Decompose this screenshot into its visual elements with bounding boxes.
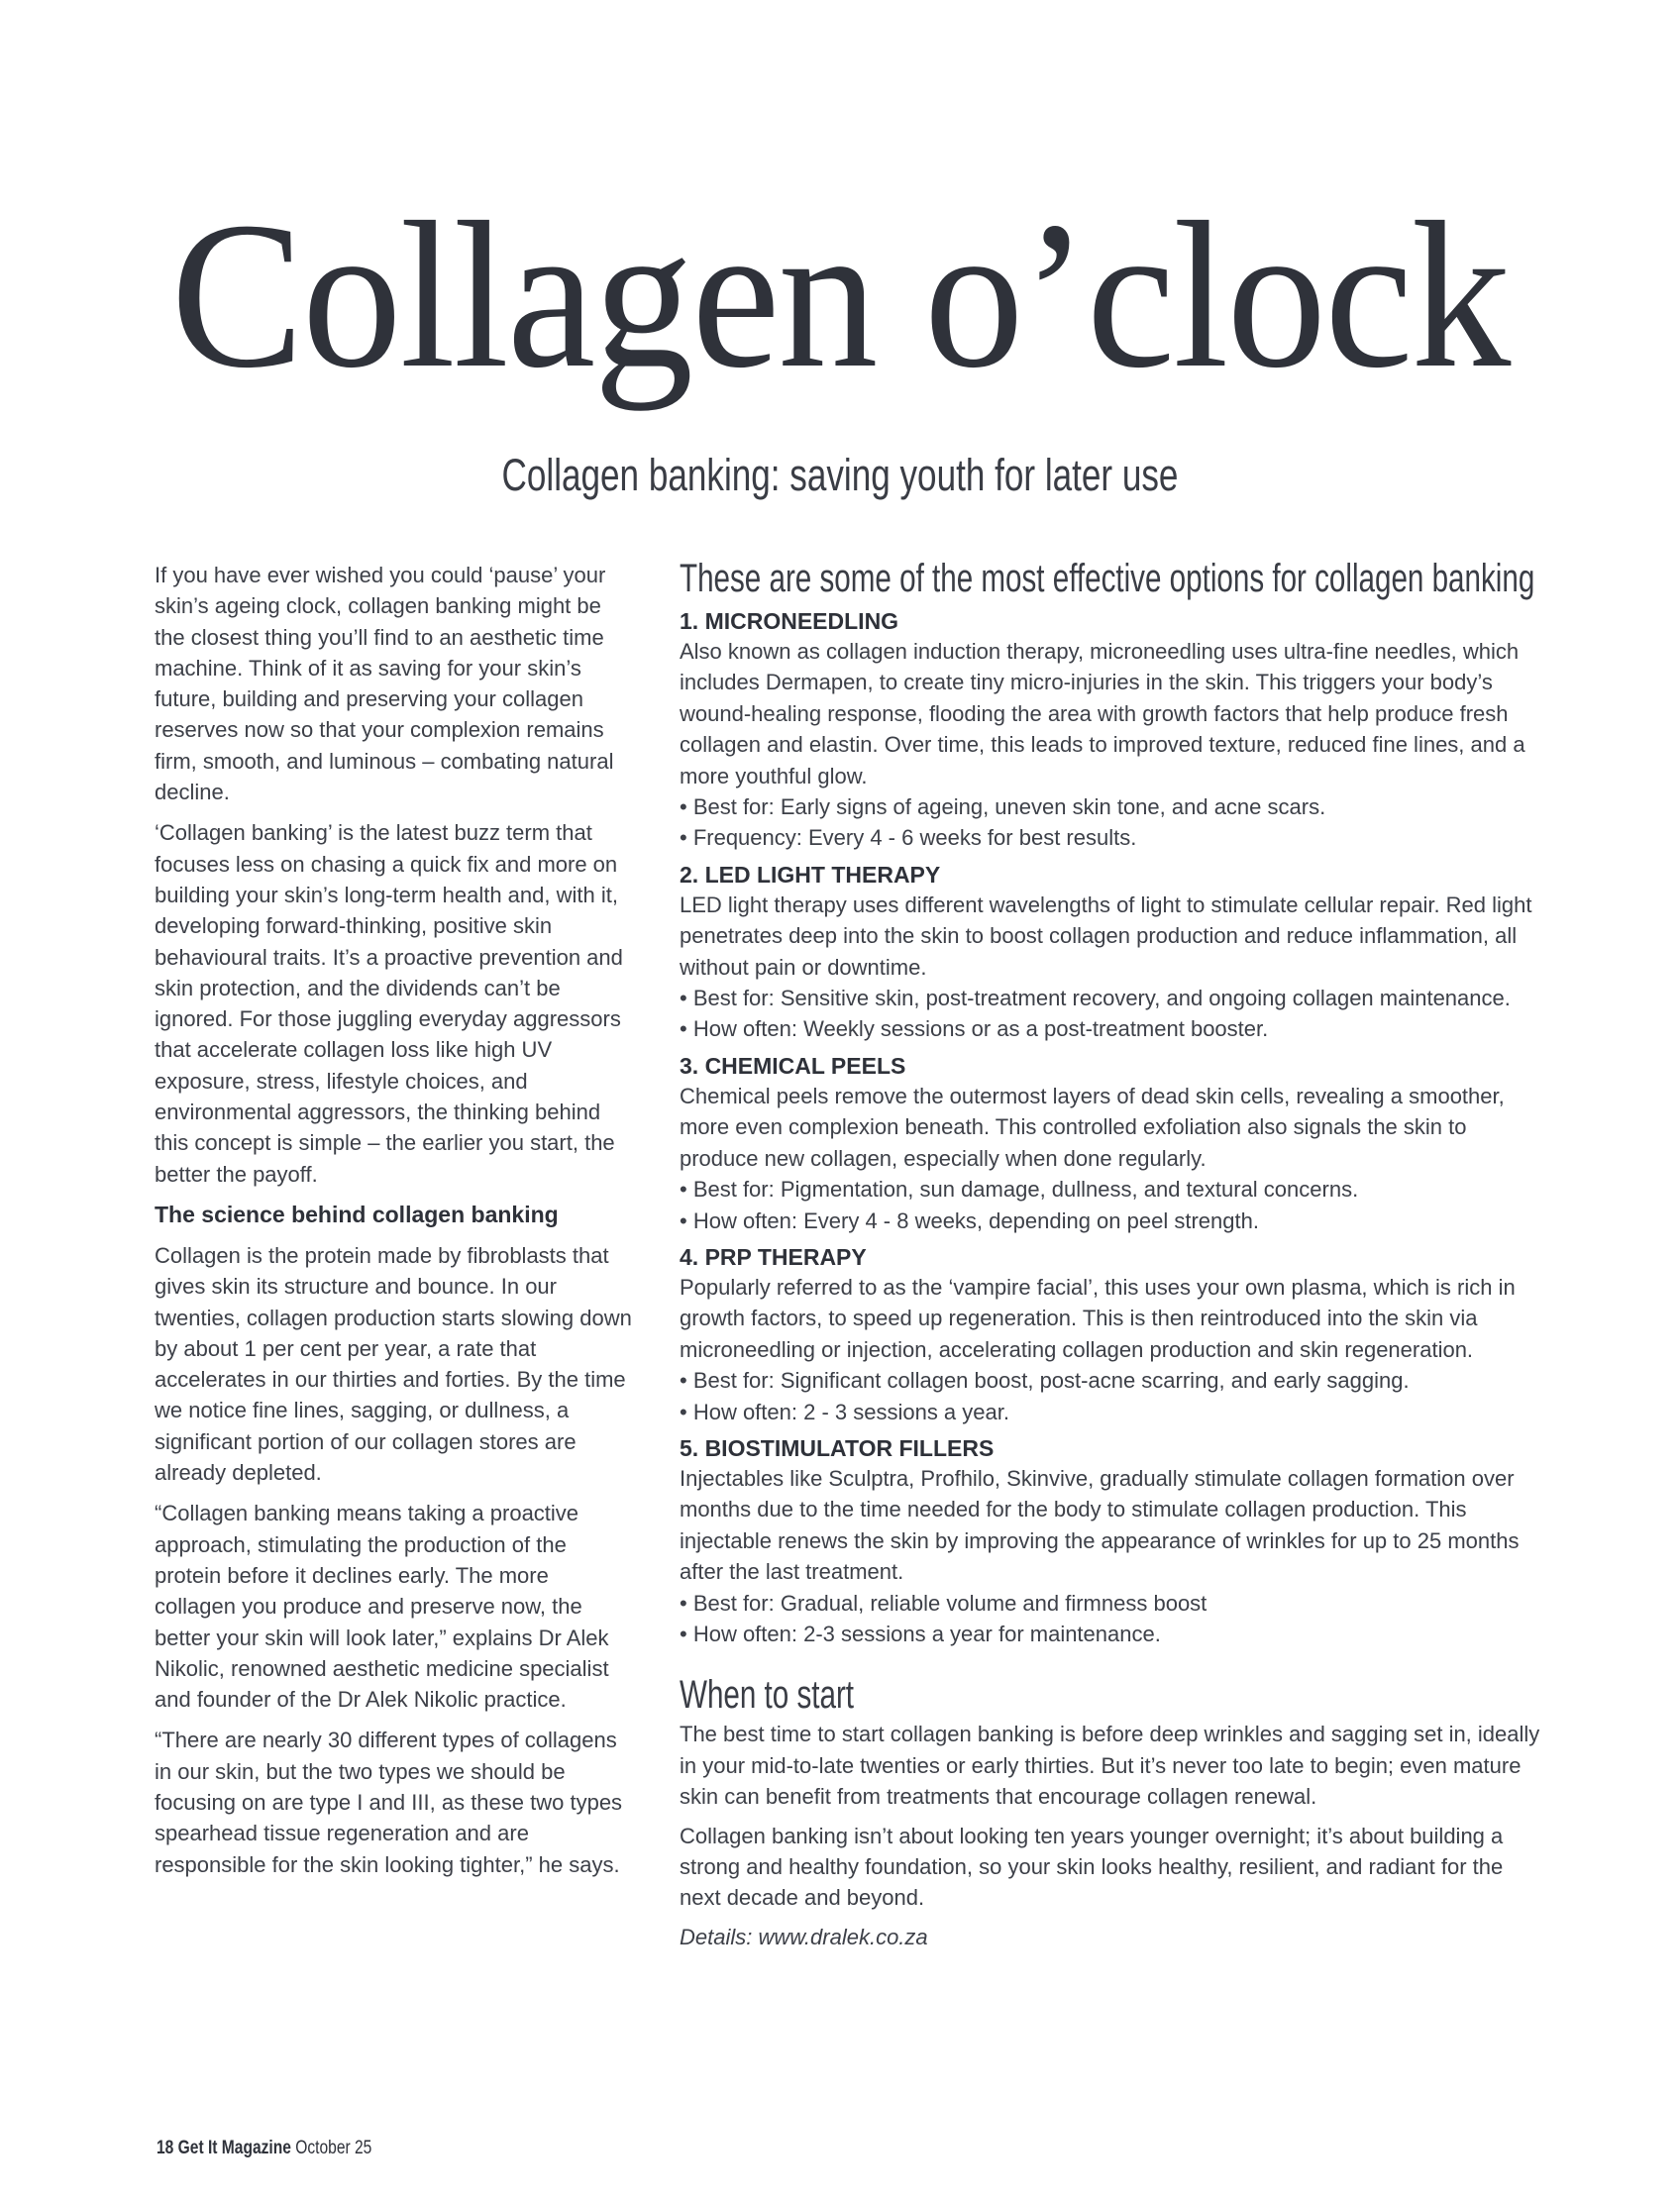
when-to-start-heading: When to start	[680, 1673, 855, 1718]
collagen-banking-paragraph: ‘Collagen banking’ is the latest buzz term that focuses less on chasing a quick fix and more on building your skin’s long-term health and, with it, developing forward-thinking, positive skin behavioural traits. It’s a proactive prevention and skin protection, and the dividends can’t be ignored. For those juggling everyday aggressors that accelerate collagen loss like high UV exposure, stress, lifestyle choices, and environmental aggressors, the thinking behind this concept is simple – the earlier you start, the better the payoff.	[155, 820, 623, 1187]
section-heading: 4. PRP THERAPY	[680, 1243, 867, 1270]
options-heading: These are some of the most effective options for collagen banking	[680, 557, 1535, 600]
section-bullet: • Frequency: Every 4 - 6 weeks for best results.	[680, 825, 1137, 851]
section-body: LED light therapy uses different wavelengths of light to stimulate cellular repair. Red light penetrates deep into the skin to boost collagen production and reduce inflammation, all without pain or downtime.	[680, 892, 1532, 980]
section-heading: 5. BIOSTIMULATOR FILLERS	[680, 1434, 995, 1461]
intro-paragraph: If you have ever wished you could ‘pause’ your skin’s ageing clock, collagen banking might be the closest thing you’ll find to an aesthetic time machine. Think of it as saving for your skin’s future, building and preserving your collagen reserves now so that your complexion remains firm, smooth, and luminous – combating natural decline.	[155, 563, 614, 805]
when-paragraph-1: The best time to start collagen banking is before deep wrinkles and sagging set in, ideally in your mid-to-late twenties or early thirties. But it’s never too late to begin; even mature skin can benefit from treatments that encourage collagen renewal.	[680, 1722, 1540, 1810]
magazine-name: Get It Magazine	[177, 2138, 291, 2158]
section-bullet: • Best for: Early signs of ageing, uneven skin tone, and acne scars.	[680, 794, 1326, 820]
section-bullet: • How often: 2-3 sessions a year for maintenance.	[680, 1621, 1161, 1646]
section-biostimulator-fillers	[680, 1433, 1541, 1649]
quote-paragraph-2: “There are nearly 30 different types of collagens in our skin, but the two types we should be focusing on are type I and III, as these two types spearhead tissue regeneration and are responsible for the skin looking tighter,” he says.	[155, 1728, 623, 1877]
left-column	[155, 560, 635, 1890]
section-bullet: • How often: 2 - 3 sessions a year.	[680, 1399, 1009, 1424]
section-body: Popularly referred to as the ‘vampire facial’, this uses your own plasma, which is rich in growth factors, to speed up regeneration. This is then reintroduced into the skin via microneedling or injection, accelerating collagen production and skin regeneration.	[680, 1274, 1516, 1362]
quote-paragraph-1: “Collagen banking means taking a proactive approach, stimulating the production of the protein before it declines early. The more collagen you produce and preserve now, the better your skin will look later,” explains Dr Alek Nikolic, renowned aesthetic medicine specialist and founder of the Dr Alek Nikolic practice.	[155, 1501, 609, 1713]
section-prp-therapy	[680, 1242, 1541, 1427]
section-body: Also known as collagen induction therapy, microneedling uses ultra-fine needles, which includes Dermapen, to create tiny micro-injuries in the skin. This triggers your body’s wound-healing response, flooding the area with growth factors that help produce fresh collagen and elastin. Over time, this leads to improved texture, reduced fine lines, and a more youthful glow.	[680, 639, 1525, 788]
section-body: Chemical peels remove the outermost layers of dead skin cells, revealing a smoother, more even complexion beneath. This controlled exfoliation also signals the skin to produce new collagen, especially when done regularly.	[680, 1083, 1505, 1171]
section-bullet: • Best for: Significant collagen boost, post-acne scarring, and early sagging.	[680, 1368, 1410, 1394]
section-bullet: • Best for: Gradual, reliable volume and firmness boost	[680, 1590, 1208, 1616]
details-link[interactable]: Details: www.dralek.co.za	[680, 1924, 928, 1949]
article-title: Collagen o’clock	[170, 178, 1510, 411]
section-microneedling	[680, 606, 1541, 854]
page-footer	[157, 2137, 371, 2160]
section-bullet: • How often: Every 4 - 8 weeks, depending on peel strength.	[680, 1207, 1259, 1233]
page-number: 18	[157, 2138, 174, 2158]
section-bullet: • How often: Weekly sessions or as a post-treatment booster.	[680, 1016, 1269, 1042]
section-heading: 2. LED LIGHT THERAPY	[680, 861, 941, 888]
when-paragraph-2: Collagen banking isn’t about looking ten years younger overnight; it’s about building a strong and healthy foundation, so your skin looks healthy, resilient, and radiant for the next decade and beyond.	[680, 1823, 1504, 1911]
section-led-light-therapy	[680, 860, 1541, 1045]
science-paragraph: Collagen is the protein made by fibroblasts that gives skin its structure and bounce. In our twenties, collagen production starts slowing down by about 1 per cent per year, a rate that accelerates in our thirties and forties. By the time we notice fine lines, sagging, or dullness, a significant portion of our collagen stores are already depleted.	[155, 1242, 632, 1486]
issue-date: October 25	[295, 2138, 372, 2158]
right-column	[680, 555, 1541, 1952]
section-bullet: • Best for: Sensitive skin, post-treatment recovery, and ongoing collagen maintenance.	[680, 986, 1511, 1011]
science-heading: The science behind collagen banking	[155, 1201, 559, 1227]
section-bullet: • Best for: Pigmentation, sun damage, dullness, and textural concerns.	[680, 1177, 1359, 1203]
article-subtitle: Collagen banking: saving youth for later use	[501, 450, 1179, 500]
section-heading: 1. MICRONEEDLING	[680, 608, 899, 634]
section-body: Injectables like Sculptra, Profhilo, Skinvive, gradually stimulate collagen formation over months due to the time needed for the body to stimulate collagen production. This injectable renews the skin by improving the appearance of wrinkles for up to 25 months after the last treatment.	[680, 1465, 1520, 1585]
section-heading: 3. CHEMICAL PEELS	[680, 1052, 906, 1079]
section-chemical-peels	[680, 1051, 1541, 1236]
